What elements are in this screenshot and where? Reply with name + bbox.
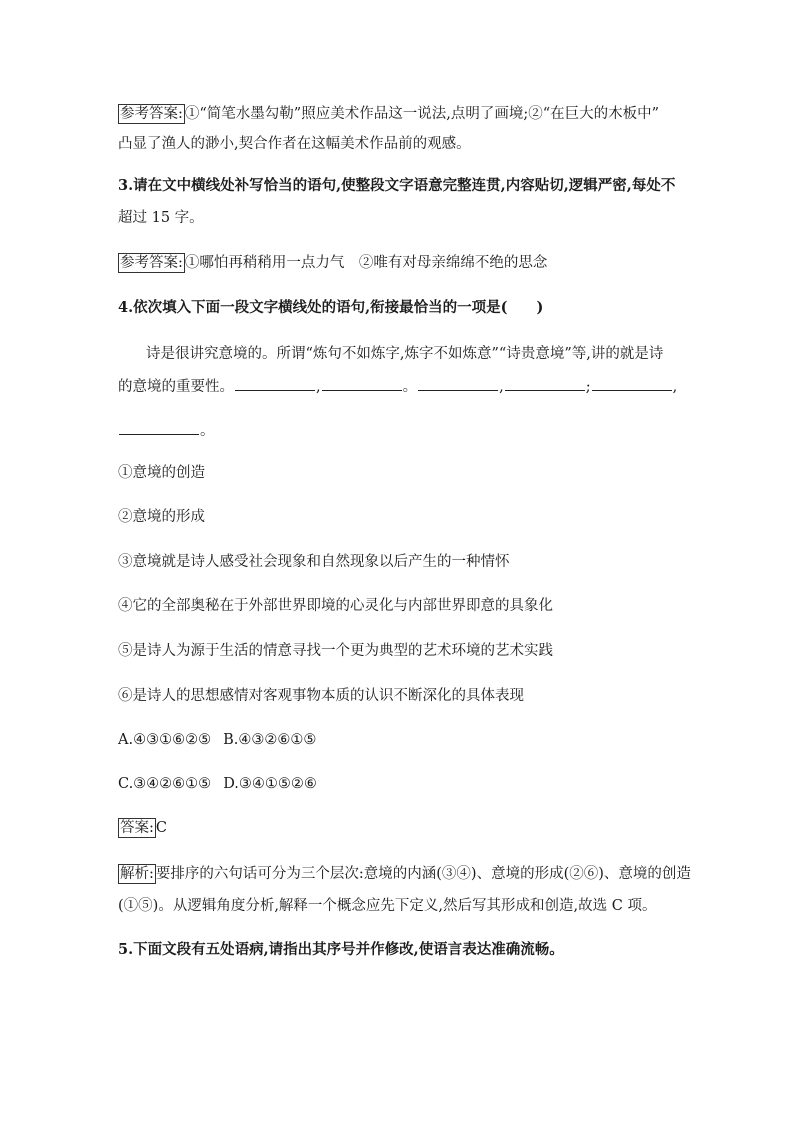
question-3-answer-text: ①哪怕再稍稍用一点力气 ②唯有对母亲绵绵不绝的思念 (184, 255, 548, 271)
list-item: ③意境就是诗人感受社会现象和自然现象以后产生的一种情怀 (118, 554, 510, 570)
punctuation: 。 (402, 379, 418, 395)
list-item: ⑤是诗人为源于生活的情意寻找一个更为典型的艺术环境的艺术实践 (118, 643, 553, 659)
question-4-answer (118, 818, 167, 838)
question-4-stem: 4.依次填入下面一段文字横线处的语句,衔接最恰当的一项是( ) (118, 299, 544, 316)
fill-blank-4 (505, 376, 585, 391)
prev-answer-line-2: 凸显了渔人的渺小,契合作者在这幅美术作品前的观感。 (118, 136, 471, 152)
punctuation: , (499, 379, 504, 395)
punctuation: , (672, 379, 678, 395)
question-3-stem-line-1: 3.请在文中横线处补写恰当的语句,使整段文字语意完整连贯,内容贴切,逻辑严密,每处不 (118, 177, 676, 194)
question-4-analysis-line-1 (118, 864, 691, 884)
options-row-ab (118, 730, 316, 750)
fill-blank-5 (592, 376, 672, 391)
answer-value: C (155, 820, 167, 836)
fill-blank-1 (235, 376, 315, 391)
question-3-answer (118, 253, 547, 273)
question-4-paragraph-line-3 (118, 420, 215, 441)
question-3-stem-line-2: 超过 15 字。 (118, 210, 204, 226)
punctuation: ; (585, 379, 591, 395)
answer-label: 答案: (120, 820, 154, 836)
question-4-paragraph-line-1: 诗是很讲究意境的。所谓“炼句不如炼字,炼字不如炼意”“诗贵意境”等,讲的就是诗 (146, 346, 664, 362)
question-5-stem: 5.下面文段有五处语病,请指出其序号并作修改,使语言表达准确流畅。 (118, 941, 564, 958)
list-item: ⑥是诗人的思想感情对客观事物本质的认识不断深化的具体表现 (118, 688, 524, 704)
reference-answer-label: 参考答案: (120, 106, 183, 122)
fill-blank-2 (322, 376, 402, 391)
option-b: B.④③②⑥①⑤ (223, 732, 317, 748)
punctuation: , (316, 379, 321, 395)
fill-blank-3 (418, 376, 498, 391)
prev-answer-line-1 (118, 104, 659, 124)
analysis-text-1: 要排序的六句话可分为三个层次:意境的内涵(③④)、意境的形成(②⑥)、意境的创造 (155, 866, 691, 882)
question-4-paragraph-line-2 (118, 376, 677, 397)
punctuation: 。 (200, 423, 215, 439)
paragraph-text: 的意境的重要性。 (118, 379, 234, 395)
fill-blank-6 (119, 420, 199, 435)
option-a: A.④③①⑥②⑤ (118, 732, 212, 748)
options-row-cd (118, 774, 317, 794)
analysis-label: 解析: (120, 866, 154, 882)
reference-answer-label: 参考答案: (120, 255, 183, 271)
prev-answer-text-1: ①“简笔水墨勾勒”照应美术作品这一说法,点明了画境;②“在巨大的木板中” (184, 106, 660, 122)
list-item: ④它的全部奥秘在于外部世界即境的心灵化与内部世界即意的具象化 (118, 598, 553, 614)
option-d: D.③④①⑤②⑥ (223, 776, 317, 792)
list-item: ②意境的形成 (118, 509, 205, 525)
question-4-analysis-line-2: (①⑤)。从逻辑角度分析,解释一个概念应先下定义,然后写其形成和创造,故选 C 项。 (118, 898, 657, 914)
option-c: C.③④②⑥①⑤ (118, 776, 212, 792)
list-item: ①意境的创造 (118, 465, 205, 481)
